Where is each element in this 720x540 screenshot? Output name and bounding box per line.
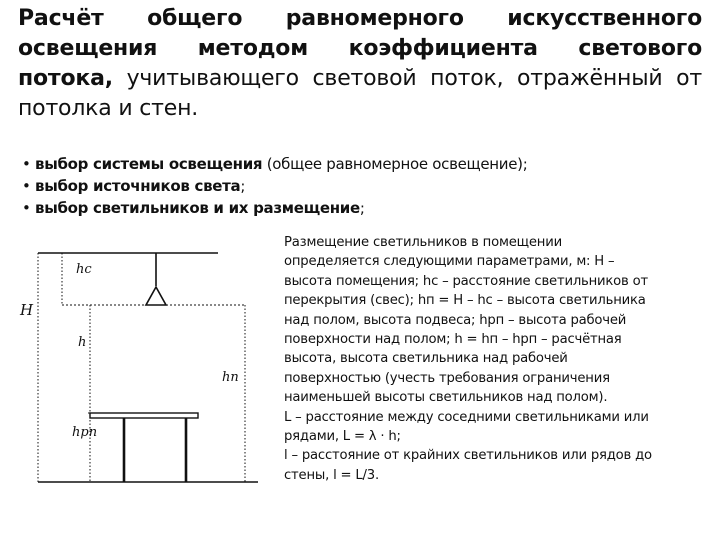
title-bold-line: Расчёт общего равномерного искусственного освещения методом коэффициента светового потока, [18,6,702,91]
desc-line: перекрытия (свес); hп = H – hc – высота светильника [284,293,646,309]
desc-line: над полом, высота подвеса; hрп – высота рабочей [284,312,627,328]
desc-line: высота, высота светильника над рабочей [284,351,568,367]
desc-line: L – расстояние между соседними светильниками или [284,409,649,425]
label-hp: hп [222,370,239,385]
label-hpn: hрп [72,425,98,440]
work-table-top [90,413,198,418]
label-H: H [20,301,34,319]
slide-title [18,4,702,124]
desc-line: определяется следующими параметрами, м: H – [284,254,615,270]
desc-line: поверхности над полом; h = hп – hрп – расчётная [284,332,622,348]
bullet-item: • выбор источников света; [22,177,246,195]
description-text [284,233,704,485]
bullet-item: • выбор светильников и их размещение; [22,199,365,217]
desc-line: Размещение светильников в помещении [284,235,562,250]
title-regular-line: учитывающего световой поток, отражённый от потолка и стен. [18,66,702,121]
bullet-list [22,153,712,219]
desc-line: поверхностью (учесть требования ограничения [284,370,610,386]
desc-line: l – расстояние от крайних светильников или рядов до [284,448,652,464]
bullet-item: • выбор системы освещения (общее равномерное освещение); [22,155,528,173]
luminaire [146,287,166,305]
label-h: h [78,335,87,350]
desc-line: наименьшей высоты светильников над полом). [284,390,608,406]
desc-line: стены, l = L/3. [284,467,379,483]
lighting-diagram [0,225,275,495]
desc-line: высота помещения; hc – расстояние светильников от [284,273,648,289]
desc-line: рядами, L = λ · h; [284,429,401,445]
label-hc: hc [76,262,92,277]
